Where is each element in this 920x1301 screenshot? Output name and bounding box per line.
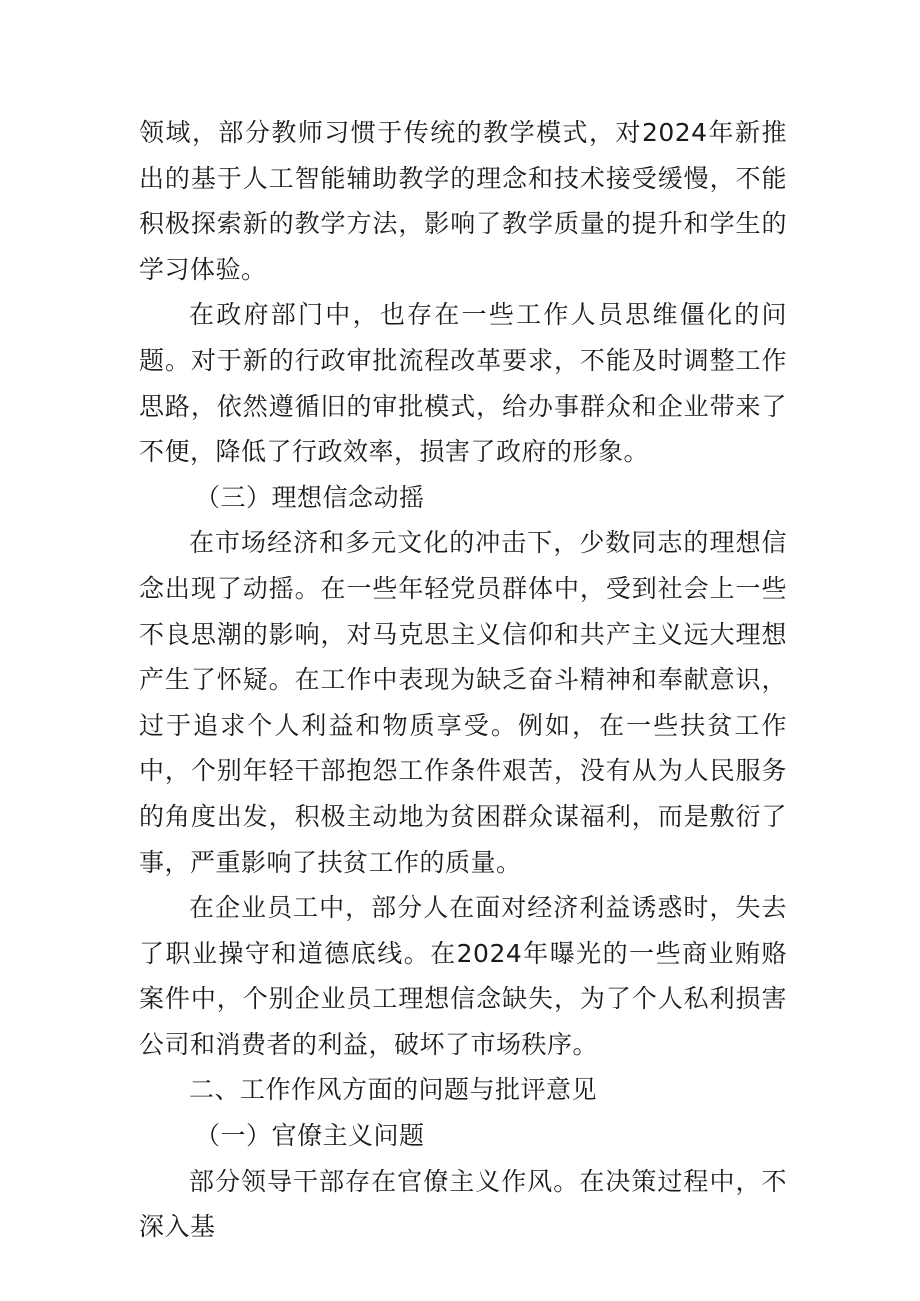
- paragraph-enterprise-employees: 在企业员工中，部分人在面对经济利益诱惑时，失去了职业操守和道德底线。在2024年曝光的一些商业贿赂案件中，个别企业员工理想信念缺失，为了个人私利损害公司和消费者的利益，破坏了市场秩序。: [139, 893, 787, 1059]
- document-page: [139, 110, 787, 1250]
- subheading-bureaucratism: （一）官僚主义问题: [195, 1121, 425, 1151]
- paragraph-education-field: 领域，部分教师习惯于传统的教学模式，对2024年新推出的基于人工智能辅助教学的理念和技术接受缓慢，不能积极探索新的教学方法，影响了教学质量的提升和学生的学习体验。: [139, 118, 788, 284]
- section-heading-work-style: 二、工作作风方面的问题与批评意见: [189, 1075, 598, 1105]
- paragraph-market-economy: 在市场经济和多元文化的冲击下，少数同志的理想信念出现了动摇。在一些年轻党员群体中，受到社会上一些不良思潮的影响，对马克思主义信仰和共产主义远大理想产生了怀疑。在工作中表现为缺乏奋斗精神和奉献意识，过于追求个人利益和物质享受。例如，在一些扶贫工作中，个别年轻干部抱怨工作条件艰苦，没有从为人民服务的角度出发，积极主动地为贫困群众谋福利，而是敷衍了事，严重影响了扶贫工作的质量。: [139, 528, 787, 877]
- subheading-ideals-shaken: （三）理想信念动摇: [195, 482, 425, 512]
- paragraph-leading-cadres: 部分领导干部存在官僚主义作风。在决策过程中，不深入基: [139, 1166, 787, 1242]
- paragraph-government-departments: 在政府部门中，也存在一些工作人员思维僵化的问题。对于新的行政审批流程改革要求，不能及时调整工作思路，依然遵循旧的审批模式，给办事群众和企业带来了不便，降低了行政效率，损害了政府的形象。: [139, 300, 787, 467]
